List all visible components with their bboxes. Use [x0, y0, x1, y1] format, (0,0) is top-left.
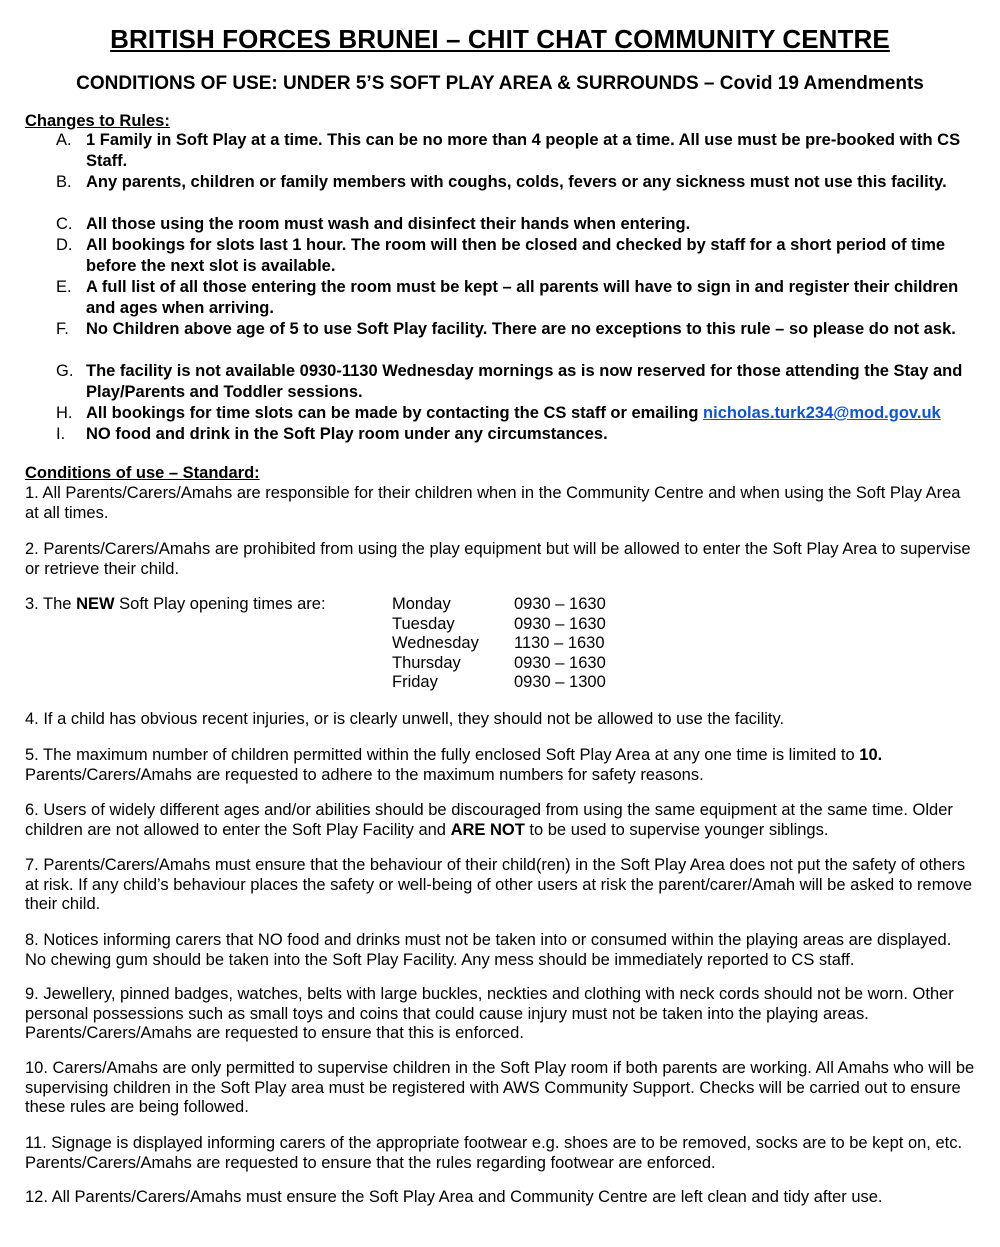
rule-letter: F. [56, 320, 69, 338]
condition-9: 9. Jewellery, pinned badges, watches, belts with large buckles, neckties and clothing with neck cords should not be worn. Other personal possessions such as small toys and coins that could cause injury must not be taken into the playing areas. Parents/Carers/Amahs are requested to ensure that this is enforced. [25, 985, 954, 1043]
opening-hours-table [392, 595, 606, 693]
hours-day: Monday [392, 595, 451, 613]
condition-2: 2. Parents/Carers/Amahs are prohibited from using the play equipment but will be allowed to enter the Soft Play Area to supervise or retrieve their child. [25, 540, 971, 578]
rule-item-h [0, 403, 1000, 424]
hours-row [392, 654, 606, 674]
condition-5-pre: 5. The maximum number of children permitted within the fully enclosed Soft Play Area at any one time is limited to [25, 746, 860, 764]
rule-letter: B. [56, 173, 72, 191]
hours-row [392, 673, 606, 693]
changes-heading: Changes to Rules: [25, 112, 170, 130]
hours-row [392, 634, 606, 654]
hours-time: 0930 – 1630 [514, 653, 606, 672]
rule-text: Any parents, children or family members with coughs, colds, fevers or any sickness must not use this facility. [86, 173, 947, 191]
condition-3-pre: 3. The [25, 595, 77, 613]
rule-text: A full list of all those entering the room must be kept – all parents will have to sign in and register their children and ages when arriving. [86, 278, 959, 317]
condition-12: 12. All Parents/Carers/Amahs must ensure the Soft Play Area and Community Centre are left clean and tidy after use. [25, 1188, 883, 1206]
condition-6-bold: ARE NOT [450, 820, 525, 839]
condition-3 [25, 595, 326, 614]
standard-heading: Conditions of use – Standard: [25, 464, 260, 482]
rule-item-b [0, 172, 1000, 214]
rule-letter: G. [56, 362, 74, 380]
rule-text: NO food and drink in the Soft Play room under any circumstances. [86, 425, 608, 443]
condition-8: 8. Notices informing carers that NO food and drinks must not be taken into or consumed within the playing areas are displayed. No chewing gum should be taken into the Soft Play Facility. Any mess should be immediately reported to CS staff. [25, 931, 952, 969]
rule-letter: H. [56, 404, 73, 422]
rule-item-e [0, 277, 1000, 319]
rule-letter: D. [56, 236, 73, 254]
rule-text-part: All bookings for time slots can be made by contacting the CS staff or emailing [86, 404, 704, 422]
condition-3-new: NEW [76, 595, 115, 613]
rule-letter: C. [56, 215, 73, 233]
hours-time: 0930 – 1630 [514, 614, 606, 633]
hours-day: Tuesday [392, 614, 455, 633]
hours-time: 0930 – 1630 [514, 595, 606, 613]
rule-item-c [0, 214, 1000, 235]
rule-text: All bookings for slots last 1 hour. The room will then be closed and checked by staff for a short period of time before the next slot is available. [86, 236, 946, 275]
hours-row [392, 615, 606, 635]
condition-1: 1. All Parents/Carers/Amahs are responsible for their children when in the Community Centre and when using the Soft Play Area at all times. [25, 484, 961, 522]
condition-7: 7. Parents/Carers/Amahs must ensure that the behaviour of their child(ren) in the Soft Play Area does not put the safety of others at risk. If any child’s behaviour places the safety or well-being of other users at risk the parent/carer/Amah will be asked to remove their child. [25, 856, 973, 914]
rule-text: The facility is not available 0930-1130 Wednesday mornings as is now reserved for those attending the Stay and Play/Parents and Toddler sessions. [86, 362, 963, 401]
rule-text: All those using the room must wash and disinfect their hands when entering. [86, 215, 691, 233]
rule-letter: E. [56, 278, 72, 296]
condition-5 [25, 746, 975, 785]
hours-time: 1130 – 1630 [514, 634, 605, 653]
booking-email-link[interactable]: nicholas.turk234@mod.gov.uk [703, 404, 941, 422]
condition-4: 4. If a child has obvious recent injuries, or is clearly unwell, they should not be allowed to use the facility. [25, 710, 785, 728]
rule-item-a [0, 130, 1000, 172]
rule-text: No Children above age of 5 to use Soft Play facility. There are no exceptions to this rule – so please do not ask. [86, 320, 956, 338]
condition-5-post: Parents/Carers/Amahs are requested to adhere to the maximum numbers for safety reasons. [25, 765, 704, 784]
condition-11: 11. Signage is displayed informing carers of the appropriate footwear e.g. shoes are to be removed, socks are to be kept on, etc. Parents/Carers/Amahs are requested to ensure that the rules regarding footwear are enforced. [25, 1134, 963, 1172]
page-subtitle: CONDITIONS OF USE: UNDER 5’S SOFT PLAY AREA & SURROUNDS – Covid 19 Amendments [76, 73, 924, 94]
condition-10: 10. Carers/Amahs are only permitted to supervise children in the Soft Play room if both parents are working. All Amahs who will be supervising children in the Soft Play area must be registered with AWS Community Support. Checks will be carried out to ensure these rules are being followed. [25, 1059, 975, 1117]
changes-list [0, 130, 1000, 445]
rule-item-f [0, 319, 1000, 361]
page-title: BRITISH FORCES BRUNEI – CHIT CHAT COMMUNITY CENTRE [110, 24, 890, 54]
hours-day: Thursday [392, 653, 461, 672]
rule-item-d [0, 235, 1000, 277]
hours-time: 0930 – 1300 [514, 673, 606, 692]
condition-5-bold: 10. [859, 746, 883, 764]
rule-letter: A. [56, 131, 72, 149]
rule-text [86, 403, 970, 424]
condition-6-post: to be used to supervise younger siblings. [524, 820, 829, 839]
hours-day: Friday [392, 673, 438, 692]
condition-6 [25, 801, 975, 840]
rule-letter: I. [56, 425, 66, 443]
hours-day: Wednesday [392, 634, 479, 653]
condition-3-post: Soft Play opening times are: [114, 595, 326, 613]
rule-item-i [0, 424, 1000, 445]
rule-text: 1 Family in Soft Play at a time. This can be no more than 4 people at a time. All use must be pre-booked with CS Staff. [86, 131, 961, 170]
condition-6-pre: 6. Users of widely different ages and/or abilities should be discouraged from using the same equipment at the same time. Older children are not allowed to enter the Soft Play Facility and [25, 801, 953, 839]
hours-row [392, 595, 606, 615]
rule-item-g [0, 361, 1000, 403]
